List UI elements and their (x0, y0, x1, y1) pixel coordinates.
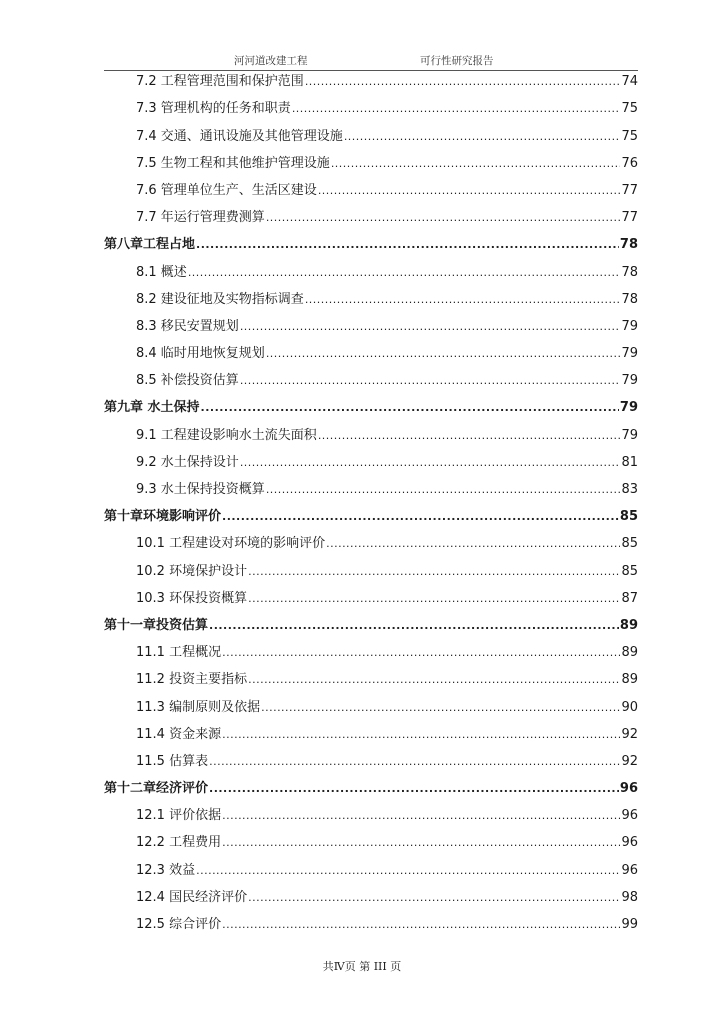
toc-entry-page-number: 83 (621, 482, 638, 497)
toc-dot-leader (209, 781, 619, 797)
toc-section-entry[interactable] (104, 340, 638, 367)
toc-entry-label: 12.1 评价依据 (136, 808, 222, 824)
toc-entry-page-number: 85 (619, 509, 638, 525)
toc-dot-leader (261, 700, 620, 716)
toc-section-entry[interactable] (104, 204, 638, 231)
toc-dot-leader (222, 835, 620, 851)
toc-dot-leader (209, 618, 619, 634)
toc-dot-leader (331, 156, 621, 172)
toc-entry-page-number: 77 (621, 210, 638, 226)
toc-entry-label: 12.3 效益 (136, 862, 196, 878)
toc-dot-leader (201, 400, 619, 416)
table-of-contents (104, 68, 638, 938)
toc-section-entry[interactable] (104, 122, 638, 149)
toc-entry-label: 7.2 工程管理范围和保护范围 (136, 74, 304, 90)
toc-dot-leader (266, 346, 621, 362)
toc-entry-label: 第八章工程占地 (104, 237, 196, 253)
toc-entry-label: 8.1 概述 (136, 264, 187, 280)
toc-entry-page-number: 90 (621, 699, 638, 715)
toc-entry-label: 11.1 工程概况 (136, 645, 222, 661)
toc-entry-label: 8.2 建设征地及实物指标调查 (136, 291, 304, 307)
toc-entry-page-number: 77 (621, 182, 638, 198)
toc-entry-label: 7.5 生物工程和其他维护管理设施 (136, 155, 330, 171)
toc-entry-label: 第十二章经济评价 (104, 781, 209, 797)
toc-entry-page-number: 87 (621, 590, 638, 606)
toc-section-entry[interactable] (104, 856, 638, 883)
header-report-title: 可行性研究报告 (420, 55, 494, 67)
toc-section-entry[interactable] (104, 829, 638, 856)
toc-entry-label: 9.1 工程建设影响水土流失面积 (136, 427, 317, 443)
toc-dot-leader (248, 672, 620, 688)
toc-entry-page-number: 92 (621, 753, 638, 769)
toc-section-entry[interactable] (104, 150, 638, 177)
toc-entry-page-number: 92 (621, 726, 638, 742)
toc-entry-page-number: 78 (619, 237, 638, 253)
toc-entry-label: 8.5 补偿投资估算 (136, 373, 239, 389)
toc-entry-label: 11.4 资金来源 (136, 726, 222, 742)
toc-entry-label: 7.3 管理机构的任务和职责 (136, 101, 291, 117)
toc-entry-label: 第十章环境影响评价 (104, 509, 222, 525)
toc-entry-label: 7.4 交通、通讯设施及其他管理设施 (136, 128, 343, 144)
toc-entry-page-number: 79 (621, 373, 638, 389)
toc-dot-leader (209, 754, 620, 770)
toc-entry-page-number: 79 (621, 318, 638, 334)
toc-chapter-entry[interactable] (104, 775, 638, 802)
toc-dot-leader (248, 591, 620, 607)
toc-section-entry[interactable] (104, 258, 638, 285)
toc-dot-leader (344, 129, 621, 145)
toc-entry-page-number: 78 (621, 264, 638, 280)
toc-entry-label: 7.6 管理单位生产、生活区建设 (136, 182, 317, 198)
toc-dot-leader (305, 292, 621, 308)
toc-entry-label: 10.3 环保投资概算 (136, 590, 248, 606)
toc-section-entry[interactable] (104, 68, 638, 95)
toc-section-entry[interactable] (104, 421, 638, 448)
toc-section-entry[interactable] (104, 557, 638, 584)
toc-dot-leader (305, 74, 621, 90)
toc-dot-leader (292, 101, 621, 117)
toc-section-entry[interactable] (104, 177, 638, 204)
toc-dot-leader (318, 183, 621, 199)
toc-dot-leader (196, 863, 620, 879)
toc-dot-leader (266, 210, 621, 226)
toc-entry-page-number: 79 (621, 346, 638, 362)
toc-entry-page-number: 85 (621, 536, 638, 552)
toc-entry-label: 10.1 工程建设对环境的影响评价 (136, 536, 326, 552)
toc-entry-label: 12.2 工程费用 (136, 835, 222, 851)
toc-entry-label: 10.2 环境保护设计 (136, 563, 248, 579)
page-footer: 共Ⅳ页 第 III 页 (322, 960, 402, 973)
toc-entry-page-number: 96 (621, 835, 638, 851)
toc-dot-leader (222, 808, 620, 824)
toc-dot-leader (240, 319, 621, 335)
toc-section-entry[interactable] (104, 286, 638, 313)
toc-entry-page-number: 89 (619, 617, 638, 633)
toc-chapter-entry[interactable] (104, 612, 638, 639)
toc-entry-page-number: 75 (621, 101, 638, 117)
toc-entry-label: 12.5 综合评价 (136, 917, 222, 932)
toc-entry-label: 9.2 水土保持设计 (136, 454, 239, 470)
toc-section-entry[interactable] (104, 530, 638, 557)
toc-chapter-entry[interactable] (104, 503, 638, 530)
toc-dot-leader (196, 237, 619, 253)
toc-section-entry[interactable] (104, 449, 638, 476)
toc-section-entry[interactable] (104, 911, 638, 938)
toc-section-entry[interactable] (104, 95, 638, 122)
toc-section-entry[interactable] (104, 313, 638, 340)
toc-entry-page-number: 74 (621, 74, 638, 90)
toc-dot-leader (248, 890, 620, 906)
toc-section-entry[interactable] (104, 693, 638, 720)
toc-entry-page-number: 76 (621, 155, 638, 171)
toc-dot-leader (222, 509, 619, 525)
toc-chapter-entry[interactable] (104, 394, 638, 421)
toc-entry-page-number: 78 (621, 291, 638, 307)
toc-entry-label: 8.3 移民安置规划 (136, 318, 239, 334)
toc-dot-leader (240, 455, 621, 471)
toc-dot-leader (188, 265, 621, 281)
toc-entry-label: 11.2 投资主要指标 (136, 672, 248, 688)
toc-section-entry[interactable] (104, 666, 638, 693)
toc-entry-label: 8.4 临时用地恢复规划 (136, 346, 265, 362)
toc-entry-page-number: 99 (621, 917, 638, 932)
toc-section-entry[interactable] (104, 367, 638, 394)
toc-entry-label: 9.3 水土保持投资概算 (136, 482, 265, 497)
toc-entry-page-number: 98 (621, 889, 638, 905)
toc-chapter-entry[interactable] (104, 231, 638, 258)
toc-entry-page-number: 96 (619, 781, 638, 797)
toc-section-entry[interactable] (104, 476, 638, 503)
toc-dot-leader (222, 917, 620, 933)
toc-entry-page-number: 79 (619, 400, 638, 416)
toc-entry-page-number: 96 (621, 808, 638, 824)
toc-entry-page-number: 81 (621, 454, 638, 470)
toc-entry-page-number: 89 (621, 645, 638, 661)
toc-section-entry[interactable] (104, 585, 638, 612)
toc-dot-leader (222, 727, 620, 743)
toc-entry-page-number: 96 (621, 862, 638, 878)
toc-dot-leader (222, 645, 620, 661)
toc-section-entry[interactable] (104, 802, 638, 829)
toc-dot-leader (240, 373, 621, 389)
toc-section-entry[interactable] (104, 748, 638, 775)
toc-entry-page-number: 85 (621, 563, 638, 579)
toc-dot-leader (248, 564, 620, 580)
toc-dot-leader (266, 482, 621, 498)
toc-entry-page-number: 89 (621, 672, 638, 688)
toc-entry-label: 第十一章投资估算 (104, 617, 209, 633)
toc-section-entry[interactable] (104, 721, 638, 748)
toc-dot-leader (318, 428, 621, 444)
header-project-title: 河河道改建工程 (234, 55, 308, 67)
toc-entry-page-number: 75 (621, 128, 638, 144)
toc-entry-label: 第九章 水土保持 (104, 400, 200, 416)
toc-section-entry[interactable] (104, 884, 638, 911)
toc-entry-label: 11.5 估算表 (136, 753, 209, 769)
toc-section-entry[interactable] (104, 639, 638, 666)
toc-entry-label: 11.3 编制原则及依据 (136, 699, 261, 715)
toc-entry-page-number: 79 (621, 427, 638, 443)
toc-dot-leader (326, 536, 620, 552)
toc-entry-label: 7.7 年运行管理费测算 (136, 210, 265, 226)
toc-entry-label: 12.4 国民经济评价 (136, 889, 248, 905)
